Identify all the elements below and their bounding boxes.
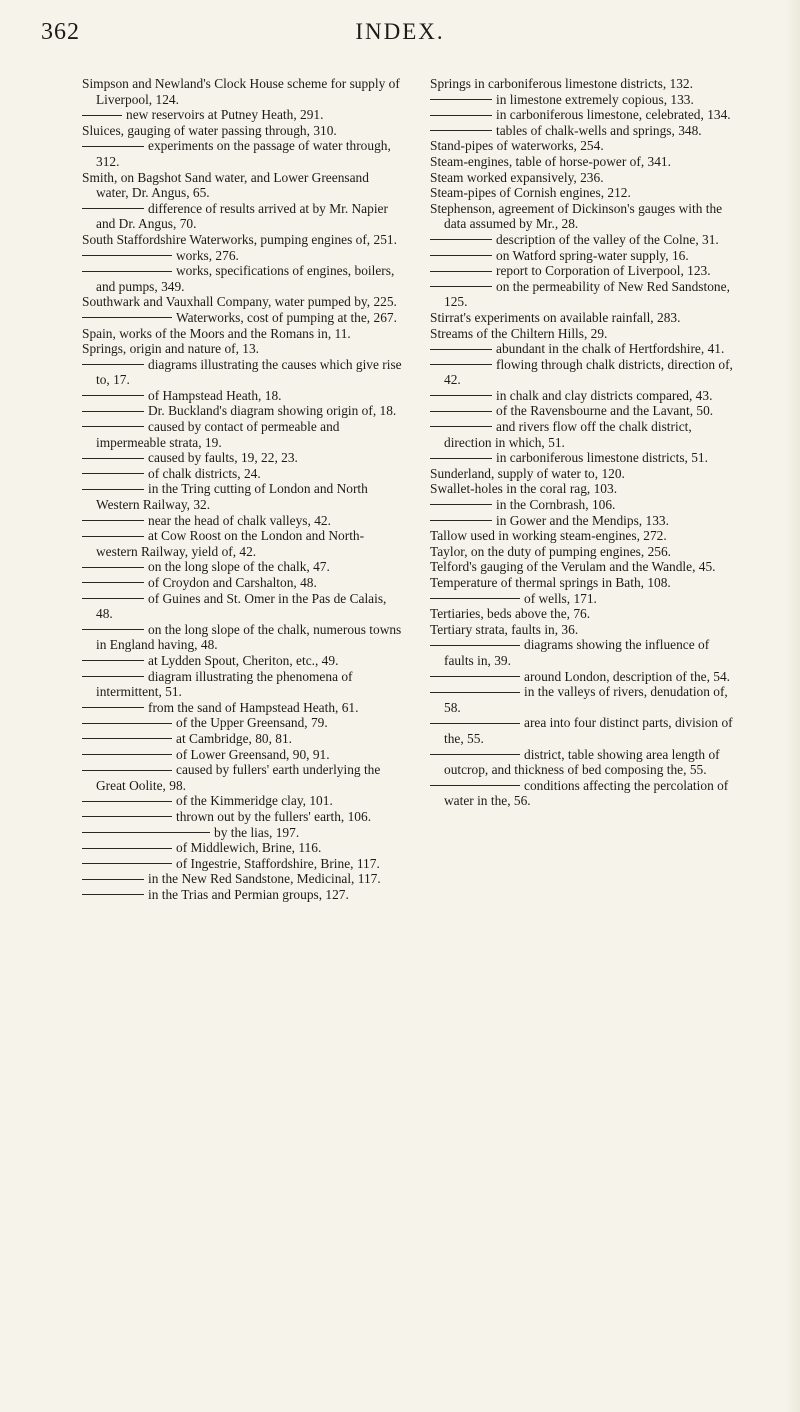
- index-entry-text: new reservoirs at Putney Heath, 291.: [126, 107, 324, 123]
- index-entry-text: of wells, 171.: [524, 590, 597, 606]
- ditto-rule: [82, 317, 172, 318]
- index-entry: [82, 123, 404, 139]
- index-entry-text: and rivers flow off the chalk district, direction in which, 51.: [444, 419, 692, 450]
- index-entry: [430, 450, 736, 466]
- ditto-rule: [82, 707, 144, 708]
- index-entry: [430, 107, 736, 123]
- index-entry: [430, 606, 736, 622]
- index-entry: [430, 497, 736, 513]
- index-entry: [430, 778, 736, 809]
- ditto-rule: [82, 489, 144, 490]
- index-entry: [82, 559, 404, 575]
- ditto-rule: [430, 754, 520, 755]
- index-entry-text: diagrams illustrating the causes which give rise to, 17.: [96, 356, 402, 388]
- ditto-rule: [430, 411, 492, 412]
- index-entry-text: of the Ravensbourne and the Lavant, 50.: [496, 403, 714, 419]
- index-entry-text: thrown out by the fullers' earth, 106.: [176, 808, 372, 824]
- index-entry: [82, 715, 404, 731]
- index-entry: [430, 403, 736, 419]
- index-entry-text: of Middlewich, Brine, 116.: [176, 840, 322, 856]
- index-entry: [430, 170, 736, 186]
- index-entry: [82, 419, 404, 450]
- index-entry: [430, 575, 736, 591]
- index-entry-text: works, 276.: [176, 247, 239, 263]
- index-entry: [82, 622, 404, 653]
- index-entry-text: at Lydden Spout, Cheriton, etc., 49.: [148, 652, 339, 668]
- index-entry-text: from the sand of Hampstead Heath, 61.: [148, 699, 359, 715]
- index-entry-text: Steam-engines, table of horse-power of, 341.: [430, 153, 671, 169]
- page-edge-shadow: [786, 0, 800, 1412]
- index-entry-text: caused by contact of permeable and impermeable strata, 19.: [96, 419, 340, 450]
- ditto-rule: [82, 801, 172, 802]
- index-entry: [430, 92, 736, 108]
- index-entry-text: in chalk and clay districts compared, 43.: [496, 387, 713, 403]
- index-entry: [82, 809, 404, 825]
- index-entry: [430, 76, 736, 92]
- index-entry-text: caused by fullers' earth underlying the Great Oolite, 98.: [96, 762, 381, 793]
- ditto-rule: [82, 894, 144, 895]
- index-entry-text: at Cow Roost on the London and North-western Railway, yield of, 42.: [96, 528, 365, 559]
- index-entry: [430, 138, 736, 154]
- running-head: INDEX.: [355, 19, 445, 44]
- ditto-rule: [430, 395, 492, 396]
- index-entry-text: Tertiaries, beds above the, 76.: [430, 606, 591, 622]
- index-entry: [430, 637, 736, 668]
- index-entry: [82, 731, 404, 747]
- index-entry: [82, 263, 404, 294]
- index-entry-text: Simpson and Newland's Clock House scheme for supply of Liverpool, 124.: [82, 76, 400, 107]
- index-entry-text: of Lower Greensand, 90, 91.: [176, 746, 330, 762]
- index-entry-text: district, table showing area length of outcrop, and thickness of bed composing the, 55.: [444, 746, 720, 778]
- ditto-rule: [430, 520, 492, 521]
- index-entry: [430, 559, 736, 575]
- index-entry-text: Waterworks, cost of pumping at the, 267.: [176, 309, 397, 325]
- ditto-rule: [430, 785, 520, 786]
- index-entry-text: Stephenson, agreement of Dickinson's gauges with the data assumed by Mr., 28.: [430, 200, 723, 232]
- index-entry: [82, 653, 404, 669]
- index-entry: [430, 513, 736, 529]
- index-entry: [82, 107, 404, 123]
- ditto-rule: [430, 130, 492, 131]
- ditto-rule: [82, 598, 144, 599]
- index-entry-text: at Cambridge, 80, 81.: [176, 730, 293, 746]
- index-entry: [430, 419, 736, 450]
- index-entry-text: of Guines and St. Omer in the Pas de Calais, 48.: [96, 590, 387, 622]
- index-entry: [82, 513, 404, 529]
- index-entry-text: Sluices, gauging of water passing through, 310.: [82, 122, 337, 138]
- ditto-rule: [82, 146, 144, 147]
- ditto-rule: [430, 99, 492, 100]
- index-entry: [82, 700, 404, 716]
- index-entry: [430, 123, 736, 139]
- page-number: 362: [41, 19, 80, 45]
- index-entry: [82, 575, 404, 591]
- index-entry: [82, 528, 404, 559]
- index-entry-text: by the lias, 197.: [214, 824, 300, 840]
- index-entry-text: Stirrat's experiments on available rainfall, 283.: [430, 309, 681, 325]
- ditto-rule: [430, 115, 492, 116]
- ditto-rule: [82, 536, 144, 537]
- ditto-rule: [82, 426, 144, 427]
- ditto-rule: [82, 567, 144, 568]
- ditto-rule: [82, 271, 172, 272]
- index-entry-text: around London, description of the, 54.: [524, 668, 731, 684]
- ditto-rule: [82, 255, 172, 256]
- index-entry: [82, 357, 404, 388]
- index-column-left: [82, 76, 404, 902]
- index-entry-text: Springs in carboniferous limestone districts, 132.: [430, 76, 693, 91]
- index-entry-text: description of the valley of the Colne, 31.: [496, 231, 719, 247]
- index-entry-text: in carboniferous limestone, celebrated, 134.: [496, 107, 731, 123]
- index-entry-text: Swallet-holes in the coral rag, 103.: [430, 481, 618, 497]
- index-entry: [82, 591, 404, 622]
- index-entry-text: in the Tring cutting of London and North Western Railway, 32.: [96, 481, 368, 513]
- index-entry: [82, 747, 404, 763]
- index-entry: [82, 887, 404, 903]
- index-entry-text: Sunderland, supply of water to, 120.: [430, 465, 625, 481]
- index-entry-text: report to Corporation of Liverpool, 123.: [496, 263, 711, 279]
- index-entry: [82, 326, 404, 342]
- ditto-rule: [82, 473, 144, 474]
- index-entry: [82, 450, 404, 466]
- ditto-rule: [82, 395, 144, 396]
- ditto-rule: [82, 754, 172, 755]
- ditto-rule: [82, 364, 144, 365]
- index-entry: [430, 466, 736, 482]
- index-entry: [430, 341, 736, 357]
- index-entry-text: in the Cornbrash, 106.: [496, 497, 616, 513]
- ditto-rule: [430, 255, 492, 256]
- index-entry: [82, 793, 404, 809]
- ditto-rule: [430, 286, 492, 287]
- ditto-rule: [82, 832, 210, 833]
- ditto-rule: [82, 520, 144, 521]
- index-entry: [430, 248, 736, 264]
- index-entry-text: tables of chalk-wells and springs, 348.: [496, 122, 702, 138]
- ditto-rule: [82, 629, 144, 630]
- index-entry-text: on the permeability of New Red Sandstone, 125.: [444, 278, 730, 310]
- index-entry: [82, 669, 404, 700]
- index-entry-text: Stand-pipes of waterworks, 254.: [430, 138, 604, 154]
- index-entry: [82, 232, 404, 248]
- index-entry-text: Springs, origin and nature of, 13.: [82, 341, 260, 357]
- index-entry: [430, 232, 736, 248]
- index-entry: [430, 154, 736, 170]
- index-entry: [430, 310, 736, 326]
- index-entry-text: Streams of the Chiltern Hills, 29.: [430, 325, 608, 341]
- index-entry: [82, 403, 404, 419]
- index-entry-text: of the Upper Greensand, 79.: [176, 715, 328, 731]
- index-entry: [430, 544, 736, 560]
- index-entry: [430, 622, 736, 638]
- index-entry-text: abundant in the chalk of Hertfordshire, 41.: [496, 341, 725, 357]
- index-entry-text: on the long slope of the chalk, 47.: [148, 559, 330, 575]
- ditto-rule: [430, 598, 520, 599]
- index-entry: [430, 357, 736, 388]
- ditto-rule: [430, 504, 492, 505]
- index-entry: [82, 466, 404, 482]
- index-entry: [430, 684, 736, 715]
- index-entry-text: in the Trias and Permian groups, 127.: [148, 886, 349, 902]
- ditto-rule: [82, 723, 172, 724]
- index-entry: [430, 669, 736, 685]
- ditto-rule: [82, 411, 144, 412]
- ditto-rule: [82, 660, 144, 661]
- index-entry: [82, 481, 404, 512]
- index-entry: [82, 856, 404, 872]
- index-entry-text: Temperature of thermal springs in Bath, 108.: [430, 575, 671, 590]
- index-entry: [82, 294, 404, 310]
- index-entry: [430, 185, 736, 201]
- index-entry: [430, 263, 736, 279]
- index-entry-text: works, specifications of engines, boilers, and pumps, 349.: [96, 263, 395, 294]
- index-entry-text: Southwark and Vauxhall Company, water pumped by, 225.: [82, 294, 397, 310]
- index-entry: [82, 248, 404, 264]
- index-entry-text: on the long slope of the chalk, numerous towns in England having, 48.: [96, 621, 402, 653]
- index-entry-text: of chalk districts, 24.: [148, 465, 261, 481]
- index-entry: [82, 840, 404, 856]
- index-entry: [82, 341, 404, 357]
- ditto-rule: [430, 426, 492, 427]
- index-entry: [82, 825, 404, 841]
- index-entry: [82, 201, 404, 232]
- index-entry-text: flowing through chalk districts, direction of, 42.: [444, 356, 733, 388]
- ditto-rule: [430, 349, 492, 350]
- ditto-rule: [430, 723, 520, 724]
- index-entry: [430, 528, 736, 544]
- ditto-rule: [430, 645, 520, 646]
- index-entry-text: experiments on the passage of water through, 312.: [96, 138, 391, 169]
- index-entry: [82, 762, 404, 793]
- index-entry-text: Dr. Buckland's diagram showing origin of, 18.: [148, 403, 397, 419]
- index-entry-text: diagrams showing the influence of faults in, 39.: [444, 637, 710, 668]
- index-entry-text: Steam-pipes of Cornish engines, 212.: [430, 185, 631, 201]
- index-entry-text: Tertiary strata, faults in, 36.: [430, 621, 579, 637]
- ditto-rule: [82, 879, 144, 880]
- index-entry: [82, 138, 404, 169]
- index-entry: [430, 591, 736, 607]
- index-entry: [430, 201, 736, 232]
- ditto-rule: [82, 115, 122, 116]
- index-entry: [430, 715, 736, 746]
- index-entry-text: in Gower and the Mendips, 133.: [496, 512, 669, 528]
- ditto-rule: [82, 676, 144, 677]
- ditto-rule: [82, 582, 144, 583]
- index-entry-text: in limestone extremely copious, 133.: [496, 91, 694, 107]
- index-entry-text: Telford's gauging of the Verulam and the Wandle, 45.: [430, 559, 716, 575]
- index-entry-text: difference of results arrived at by Mr. Napier and Dr. Angus, 70.: [96, 200, 388, 232]
- ditto-rule: [430, 458, 492, 459]
- ditto-rule: [82, 863, 172, 864]
- index-entry-text: in carboniferous limestone districts, 51.: [496, 450, 708, 466]
- index-entry: [430, 747, 736, 778]
- index-entry: [430, 326, 736, 342]
- ditto-rule: [82, 770, 172, 771]
- index-entry: [430, 388, 736, 404]
- index-entry: [82, 170, 404, 201]
- index-entry-text: of Ingestrie, Staffordshire, Brine, 117.: [176, 855, 380, 871]
- ditto-rule: [430, 676, 520, 677]
- index-entry-text: Smith, on Bagshot Sand water, and Lower Greensand water, Dr. Angus, 65.: [82, 169, 369, 201]
- index-entry-text: caused by faults, 19, 22, 23.: [148, 450, 298, 466]
- ditto-rule: [430, 692, 520, 693]
- index-entry-text: in the valleys of rivers, denudation of, 58.: [444, 684, 728, 715]
- ditto-rule: [82, 458, 144, 459]
- ditto-rule: [430, 364, 492, 365]
- index-entry-text: Taylor, on the duty of pumping engines, 256.: [430, 543, 672, 559]
- ditto-rule: [82, 738, 172, 739]
- index-column-right: [430, 76, 736, 809]
- index-entry-text: South Staffordshire Waterworks, pumping engines of, 251.: [82, 231, 397, 247]
- index-entry: [430, 481, 736, 497]
- index-entry-text: on Watford spring-water supply, 16.: [496, 247, 689, 263]
- ditto-rule: [430, 239, 492, 240]
- index-entry-text: Spain, works of the Moors and the Romans in, 11.: [82, 325, 351, 341]
- index-entry: [82, 871, 404, 887]
- index-entry: [82, 388, 404, 404]
- index-entry-text: Tallow used in working steam-engines, 272.: [430, 528, 667, 544]
- index-entry-text: of the Kimmeridge clay, 101.: [176, 793, 333, 809]
- index-entry-text: conditions affecting the percolation of water in the, 56.: [444, 777, 729, 809]
- index-entry-text: of Hampstead Heath, 18.: [148, 387, 282, 403]
- index-entry-text: of Croydon and Carshalton, 48.: [148, 575, 317, 590]
- index-entry-text: area into four distinct parts, division of the, 55.: [444, 715, 733, 746]
- ditto-rule: [82, 816, 172, 817]
- index-entry-text: near the head of chalk valleys, 42.: [148, 512, 331, 528]
- index-entry-text: Steam worked expansively, 236.: [430, 169, 604, 185]
- index-entry: [82, 310, 404, 326]
- index-entry-text: diagram illustrating the phenomena of intermittent, 51.: [96, 668, 353, 700]
- index-entry: [82, 76, 404, 107]
- ditto-rule: [82, 848, 172, 849]
- index-entry-text: in the New Red Sandstone, Medicinal, 117.: [148, 871, 381, 887]
- ditto-rule: [430, 271, 492, 272]
- ditto-rule: [82, 208, 144, 209]
- index-entry: [430, 279, 736, 310]
